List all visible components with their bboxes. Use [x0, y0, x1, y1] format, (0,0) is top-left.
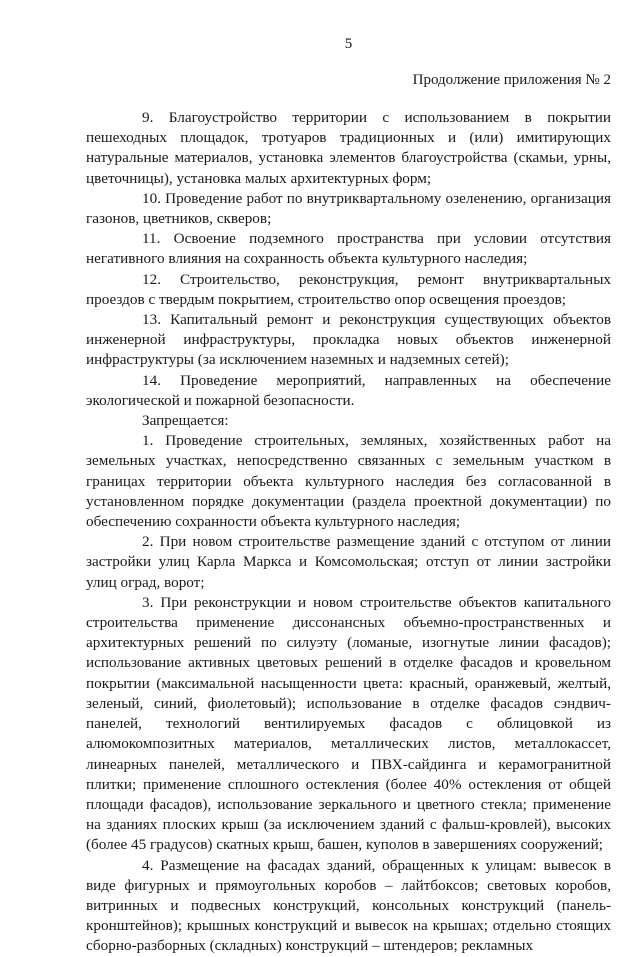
- prohibited-item-1: 1. Проведение строительных, земляных, хозяйственных работ на земельных участках, непосредственно связанных с земельным участком в границах территории объекта культурного наследия без согласованной в установленном порядке документации (раздела проектной документации) по обеспечению сохранности объекта культурного наследия;: [86, 432, 611, 531]
- page-number: 5: [344, 36, 353, 52]
- allowed-item-10: 10. Проведение работ по внутриквартальному озеленению, организация газонов, цветников, скверов;: [86, 189, 611, 228]
- allowed-item-12: 12. Строительство, реконструкция, ремонт внутриквартальных проездов с твердым покрытием, строительство опор освещения проездов;: [86, 270, 611, 308]
- allowed-item-14: 14. Проведение мероприятий, направленных на обеспечение экологической и пожарной безопасности.: [86, 371, 611, 409]
- allowed-item-13: 13. Капитальный ремонт и реконструкция существующих объектов инженерной инфраструктуры, прокладка новых объектов инженерной инфраструктуры (за исключением наземных и надземных сетей);: [86, 311, 611, 369]
- document-body: [86, 108, 611, 957]
- allowed-item-9: 9. Благоустройство территории с использованием в покрытии пешеходных площадок, тротуаров традиционных и (или) имитирующих натуральные материалов, установка элементов благоустройства (скамьи, урны, цветочницы), установка малых архитектурных форм;: [86, 109, 611, 187]
- prohibited-item-3: 3. При реконструкции и новом строительстве объектов капитального строительства применение диссонансных объемно-пространственных и архитектурных решений по силуэту (ломаные, изогнутые линии фасадов); использование активных цветовых решений в отделке фасадов и кровельном покрытии (максимальной насыщенности цвета: красный, оранжевый, желтый, зеленый, синий, фиолетовый); использование в отделке фасадов сэндвич-панелей, технологий вентилируемых фасадов с облицовкой из алюмокомпозитных материалов, металлических листов, металлокассет, линеарных панелей, металлического и ПВХ-сайдинга и керамогранитной плитки; применение сплошного остекления (более 40% остекления от общей площади фасадов), использование зеркального и цветного стекла; применение на зданиях плоских крыш (за исключением зданий с фальш-кровлей), высоких (более 45 градусов) скатных крыш, башен, куполов в завершениях сооружений;: [86, 593, 611, 854]
- allowed-item-11: 11. Освоение подземного пространства при условии отсутствия негативного влияния на сохранность объекта культурного наследия;: [86, 230, 611, 268]
- prohibited-item-2: 2. При новом строительстве размещение зданий с отступом от линии застройки улиц Карла Маркса и Комсомольская; отступ от линии застройки улиц оград, ворот;: [86, 533, 611, 591]
- appendix-continuation-note: Продолжение приложения № 2: [412, 72, 611, 88]
- prohibited-heading: Запрещается:: [142, 412, 229, 430]
- prohibited-item-4: 4. Размещение на фасадах зданий, обращенных к улицам: вывесок в виде фигурных и прямоугольных коробов – лайтбоксов; световых коробов, витринных и подвесных конструкций, консольных конструкций (панель-кронштейнов); крышных конструкций и вывесок на крышах; отдельно стоящих сборно-разборных (складных) конструкций – штендеров; рекламных: [86, 856, 611, 955]
